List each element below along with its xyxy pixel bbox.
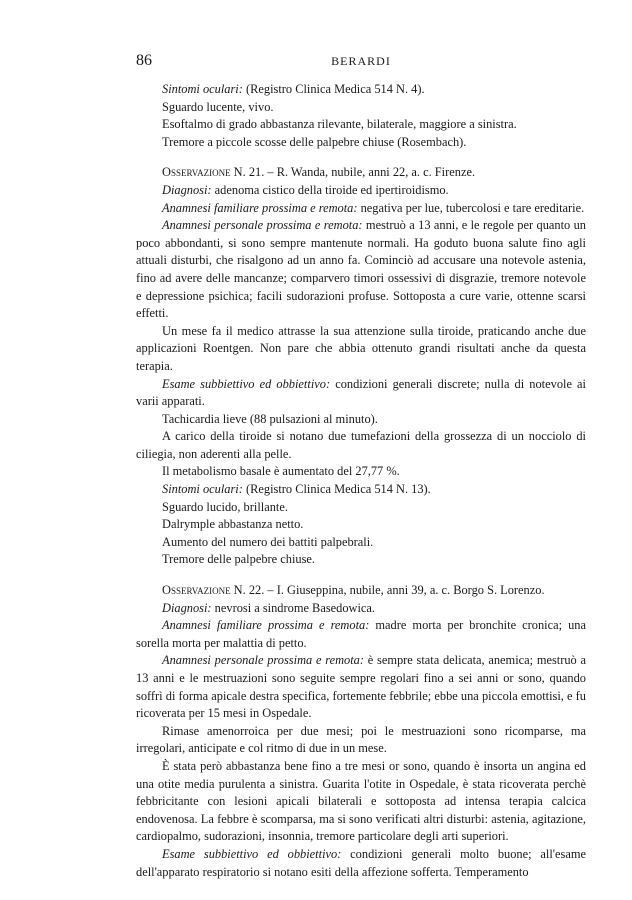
esame-label: Esame subbiettivo ed obbiettivo: xyxy=(162,846,342,861)
anamnesi-personale-label: Anamnesi personale prossima e remota: xyxy=(162,218,363,233)
esame-paragraph xyxy=(136,846,586,881)
dalrymple-line: Dalrymple abbastanza netto. xyxy=(162,517,304,532)
body-text xyxy=(136,81,586,881)
aumento-line: Aumento del numero dei battiti palpebrali. xyxy=(162,534,374,549)
esame-paragraph xyxy=(136,376,586,411)
observation-label: Osservazione xyxy=(162,583,231,598)
tremore-line: Tremore delle palpebre chiuse. xyxy=(162,552,315,567)
anamnesi-personale-paragraph xyxy=(136,652,586,722)
anamnesi-personale-paragraph xyxy=(136,217,586,323)
section-gap xyxy=(136,569,586,582)
anamnesi-familiare-label: Anamnesi familiare prossima e remota: xyxy=(162,618,370,633)
observation-heading-text: N. 22. – I. Giuseppina, nubile, anni 39, a. c. Borgo S. Lorenzo. xyxy=(230,583,545,598)
observation-22-heading xyxy=(136,582,586,600)
section-gap xyxy=(136,151,586,164)
sguardo-line: Sguardo lucente, vivo. xyxy=(162,99,274,114)
sintomi-oculari-line xyxy=(136,81,586,99)
sintomi-oculari-label: Sintomi oculari: xyxy=(162,82,243,96)
anamnesi-personale-text: mestruò a 13 anni, e le regole per quanto un poco abbondanti, si sono sempre mantenute normali. Ha goduto buona salute fino agli attuali disturbi, che risalgono ad un anno fa. Cominciò ad accusare una notevole astenia, fino ad avere delle mancanze; comparvero timori ossessivi di disgrazie, tremore notevole e depressione psichica; facili sudorazioni profuse. Sottoposta a cure varie, ottenne scarsi effetti. xyxy=(136,218,586,321)
tremore-line: Tremore a piccole scosse delle palpebre chiuse (Rosembach). xyxy=(162,134,467,149)
anamnesi-familiare-label: Anamnesi familiare prossima e remota: xyxy=(162,200,358,215)
observation-label: Osservazione xyxy=(162,165,231,180)
tachicardia-line: Tachicardia lieve (88 pulsazioni al minuto). xyxy=(162,411,378,426)
esame-label: Esame subbiettivo ed obbiettivo: xyxy=(162,376,331,391)
page-number: 86 xyxy=(136,52,152,69)
sguardo-line: Sguardo lucido, brillante. xyxy=(162,499,288,514)
anamnesi-familiare-text: madre morta per bronchite cronica; una sorella morta per malattia di petto. xyxy=(136,618,586,650)
observation-21-heading xyxy=(136,164,586,182)
paragraph: È stata però abbastanza bene fino a tre mesi or sono, quando è insorta un angina ed una otite media purulenta a sinistra. Guarita l'otite in Ospedale, è stata ricoverata perchè febbricitante con lesioni apicali bilaterali e sottoposta ad intensa terapia calcica endovenosa. La febbre è scomparsa, ma si sono verificati altri disturbi: astenia, agitazione, cardiopalmo, sudorazioni, insonnia, tremore particolare degli arti superiori. xyxy=(136,758,586,844)
anamnesi-familiare-paragraph xyxy=(136,200,586,218)
anamnesi-familiare-paragraph xyxy=(136,617,586,652)
esame-text: condizioni generali molto buone; all'esame dell'apparato respiratorio si notano esiti della affezione sofferta. Temperamento xyxy=(136,846,586,879)
esoftalmo-line: Esoftalmo di grado abbastanza rilevante, bilaterale, maggiore a sinistra. xyxy=(162,117,517,132)
esame-text: condizioni generali discrete; nulla di notevole ai varii apparati. xyxy=(136,376,586,409)
diagnosi-line xyxy=(136,182,586,200)
sintomi-oculari-text: (Registro Clinica Medica 514 N. 4). xyxy=(242,82,425,96)
sintomi-oculari-label: Sintomi oculari: xyxy=(162,482,243,497)
diagnosi-label: Diagnosi: xyxy=(162,182,212,197)
diagnosi-text: adenoma cistico della tiroide ed ipertiroidismo. xyxy=(211,182,449,197)
paragraph: Rimase amenorroica per due mesi; poi le mestruazioni sono ricomparse, ma irregolari, anticipate e col ritmo di due in un mese. xyxy=(136,723,586,756)
sintomi-oculari-text: (Registro Clinica Medica 514 N. 13). xyxy=(242,482,431,497)
sintomi-oculari-line xyxy=(136,481,586,499)
diagnosi-text: nevrosi a sindrome Basedowica. xyxy=(211,600,376,615)
anamnesi-familiare-text: negativa per lue, tubercolosi e tare ereditarie. xyxy=(357,200,585,215)
metabolismo-line: Il metabolismo basale è aumentato del 27,77 %. xyxy=(162,464,400,479)
tiroide-paragraph: A carico della tiroide si notano due tumefazioni della grossezza di un nocciolo di ciliegia, non aderenti alla pelle. xyxy=(136,429,586,461)
anamnesi-personale-label: Anamnesi personale prossima e remota: xyxy=(162,653,364,668)
paragraph: Un mese fa il medico attrasse la sua attenzione sulla tiroide, praticando anche due applicazioni Roentgen. Non pare che abbia ottenuto grandi risultati anche da questa terapia. xyxy=(136,323,586,373)
diagnosi-line xyxy=(136,600,586,618)
diagnosi-label: Diagnosi: xyxy=(162,600,212,615)
running-head: BERARDI xyxy=(331,54,391,68)
observation-heading-text: N. 21. – R. Wanda, nubile, anni 22, a. c. Firenze. xyxy=(230,165,476,180)
page-header xyxy=(136,52,586,72)
anamnesi-personale-text: è sempre stata delicata, anemica; mestruò a 13 anni e le mestruazioni sono seguite sempre regolari fino a sei anni or sono, quando soffrì di forma apicale destra specifica, fortemente febbrile; ebbe una piccola emottisi, e fu ricoverata per 15 mesi in Ospedale. xyxy=(136,653,586,721)
